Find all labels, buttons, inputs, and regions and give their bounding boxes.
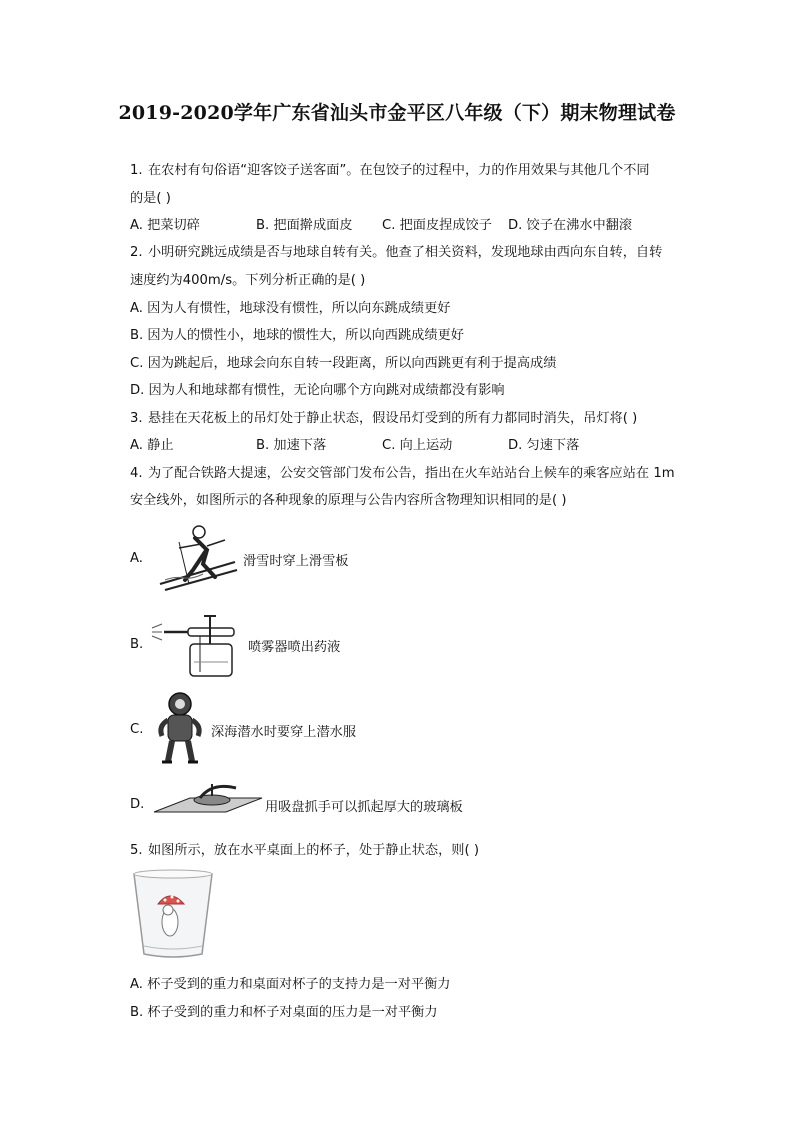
q5-option-b: B. 杯子受到的重力和杯子对桌面的压力是一对平衡力 — [130, 1005, 438, 1020]
question-2-line-2: 速度约为400m/s。下列分析正确的是( ) — [130, 273, 366, 288]
q3-option-b: B. 加速下落 — [256, 438, 327, 453]
question-2-line-1: 2. 小明研究跳远成绩是否与地球自转有关。他查了相关资料，发现地球由西向东自转，自转 — [130, 245, 663, 260]
figure-d-caption: 用吸盘抓手可以抓起厚大的玻璃板 — [265, 800, 463, 815]
figure-c-caption: 深海潜水时要穿上潜水服 — [211, 725, 357, 740]
q1-option-a: A. 把菜切碎 — [130, 218, 200, 233]
question-number: 2. — [130, 245, 143, 260]
q3-option-a: A. 静止 — [130, 438, 174, 453]
q3-option-c: C. 向上运动 — [382, 438, 453, 453]
page-title: 2019-2020学年广东省汕头市金平区八年级（下）期末物理试卷 — [118, 102, 676, 124]
suction-cup-figure — [150, 778, 265, 818]
q1-option-c: C. 把面皮捏成饺子 — [382, 218, 492, 233]
figure-c-label: C. — [130, 722, 144, 737]
q3-option-d: D. 匀速下落 — [508, 438, 580, 453]
skier-figure — [155, 522, 240, 594]
figure-b-label: B. — [130, 637, 144, 652]
q1-option-b: B. 把面擀成面皮 — [256, 218, 353, 233]
glass-cup-figure — [130, 868, 216, 962]
question-1-line-2: 的是( ) — [130, 191, 171, 206]
q1-option-d: D. 饺子在沸水中翻滚 — [508, 218, 633, 233]
question-number: 3. — [130, 411, 143, 426]
figure-d-label: D. — [130, 797, 145, 812]
diver-figure — [152, 690, 207, 766]
q2-option-a: A. 因为人有惯性，地球没有惯性，所以向东跳成绩更好 — [130, 301, 451, 316]
question-number: 1. — [130, 163, 143, 178]
q5-option-a: A. 杯子受到的重力和桌面对杯子的支持力是一对平衡力 — [130, 977, 451, 992]
q2-option-c: C. 因为跳起后，地球会向东自转一段距离，所以向西跳更有利于提高成绩 — [130, 356, 557, 371]
q2-option-b: B. 因为人的惯性小，地球的惯性大，所以向西跳成绩更好 — [130, 328, 464, 343]
question-3-line-1: 3. 悬挂在天花板上的吊灯处于静止状态，假设吊灯受到的所有力都同时消失，吊灯将( ) — [130, 411, 638, 426]
question-5-line-1: 5. 如图所示，放在水平桌面上的杯子，处于静止状态，则( ) — [130, 843, 479, 858]
figure-a-label: A. — [130, 551, 143, 566]
question-4-line-1: 4. 为了配合铁路大提速，公安交管部门发布公告，指出在火车站站台上候车的乘客应站在 1m — [130, 466, 675, 481]
question-1-line-1: 1. 在农村有句俗语“迎客饺子送客面”。在包饺子的过程中，力的作用效果与其他几个不同 — [130, 163, 650, 178]
question-4-line-2: 安全线外，如图所示的各种现象的原理与公告内容所含物理知识相同的是( ) — [130, 493, 567, 508]
sprayer-figure — [150, 608, 245, 680]
figure-a-caption: 滑雪时穿上滑雪板 — [243, 554, 349, 569]
question-number: 5. — [130, 843, 143, 858]
figure-b-caption: 喷雾器喷出药液 — [248, 640, 341, 655]
q2-option-d: D. 因为人和地球都有惯性，无论向哪个方向跳对成绩都没有影响 — [130, 383, 505, 398]
question-number: 4. — [130, 466, 143, 481]
